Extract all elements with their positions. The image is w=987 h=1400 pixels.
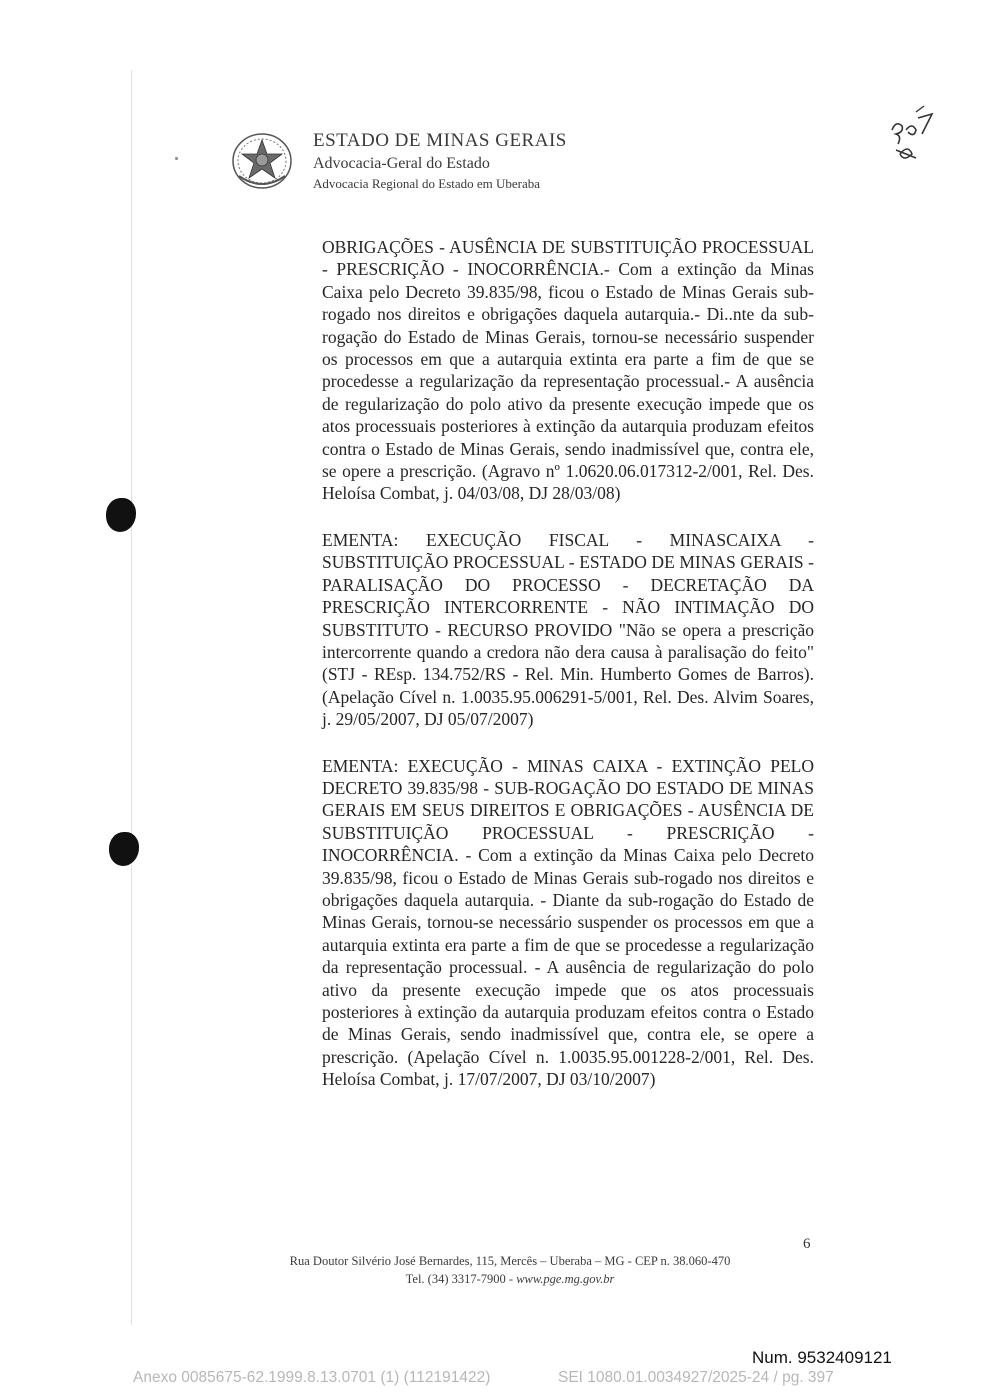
letterhead (231, 128, 631, 198)
jurisprudence-paragraph-2: EMENTA: EXECUÇÃO FISCAL - MINASCAIXA - SUBSTITUIÇÃO PROCESSUAL - ESTADO DE MINAS GERAIS - PARALISAÇÃO DO PROCESSO - DECRETAÇÃO DA PRESCRIÇÃO INTERCORRENTE - NÃO INTIMAÇÃO DO SUBSTITUTO - RECURSO PROVIDO "Não se opera a prescrição intercorrente quando a credora não dera causa à paralisação do feito" (STJ - REsp. 134.752/RS - Rel. Min. Humberto Gomes de Barros). (Apelação Cível n. 1.0035.95.006291-5/001, Rel. Des. Alvim Soares, j. 29/05/2007, DJ 05/07/2007) (322, 529, 814, 730)
regional-office-name: Advocacia Regional do Estado em Uberaba (313, 176, 541, 191)
page-number: 6 (803, 1236, 811, 1252)
footer-url: www.pge.mg.gov.br (516, 1272, 615, 1286)
margin-line (131, 70, 132, 1325)
document-number-stamp: Num. 9532409121 (752, 1348, 892, 1367)
footer-contact (200, 1270, 820, 1288)
punch-hole-bottom (109, 832, 139, 866)
agency-name: Advocacia-Geral do Estado (313, 155, 490, 172)
footer-address: Rua Doutor Silvério José Bernardes, 115, Mercês – Uberaba – MG - CEP n. 38.060-470 (289, 1254, 731, 1268)
sei-stamp: SEI 1080.01.0034927/2025-24 / pg. 397 (558, 1369, 834, 1386)
annex-stamp: Anexo 0085675-62.1999.8.13.0701 (1) (112191422) (133, 1369, 491, 1386)
state-coat-of-arms-icon (231, 132, 293, 190)
jurisprudence-paragraph-1: OBRIGAÇÕES - AUSÊNCIA DE SUBSTITUIÇÃO PROCESSUAL - PRESCRIÇÃO - INOCORRÊNCIA.- Com a extinção da Minas Caixa pelo Decreto 39.835/98, ficou o Estado de Minas Gerais sub-rogado nos direitos e obrigações daquela autarquia.- Di..nte da sub-rogação do Estado de Minas Gerais, tornou-se necessário suspender os processos em que a autarquia extinta era parte a fim de que se procedesse a regularização da representação processual.- A ausência de regularização do polo ativo da presente execução impede que os atos processuais posteriores à extinção da autarquia produzam efeitos contra o Estado de Minas Gerais, sendo inadmissível que, contra ele, se opere a prescrição. (Agravo nº 1.0620.06.017312-2/001, Rel. Des. Heloísa Combat, j. 04/03/08, DJ 28/03/08) (322, 237, 814, 504)
state-name: ESTADO DE MINAS GERAIS (313, 130, 567, 151)
document-body (322, 236, 814, 1115)
scan-speck (175, 157, 178, 160)
footer-phone: Tel. (34) 3317-7900 - (405, 1272, 517, 1286)
jurisprudence-paragraph-3: EMENTA: EXECUÇÃO - MINAS CAIXA - EXTINÇÃO PELO DECRETO 39.835/98 - SUB-ROGAÇÃO DO ESTADO DE MINAS GERAIS EM SEUS DIREITOS E OBRIGAÇÕES - AUSÊNCIA DE SUBSTITUIÇÃO PROCESSUAL - PRESCRIÇÃO - INOCORRÊNCIA. - Com a extinção da Minas Caixa pelo Decreto 39.835/98, ficou o Estado de Minas Gerais sub-rogado nos direitos e obrigações daquela autarquia. - Diante da sub-rogação do Estado de Minas Gerais, tornou-se necessário suspender os processos em que a autarquia extinta era parte a fim de que se procedesse a regularização da representação processual. - A ausência de regularização do polo ativo da presente execução impede que os atos processuais posteriores à extinção da autarquia produzam efeitos contra o Estado de Minas Gerais, sendo inadmissível que, contra ele, se opere a prescrição. (Apelação Cível n. 1.0035.95.001228-2/001, Rel. Des. Heloísa Combat, j. 17/07/2007, DJ 03/10/2007) (322, 755, 814, 1090)
footer (200, 1252, 820, 1288)
handwritten-page-mark (882, 100, 942, 170)
